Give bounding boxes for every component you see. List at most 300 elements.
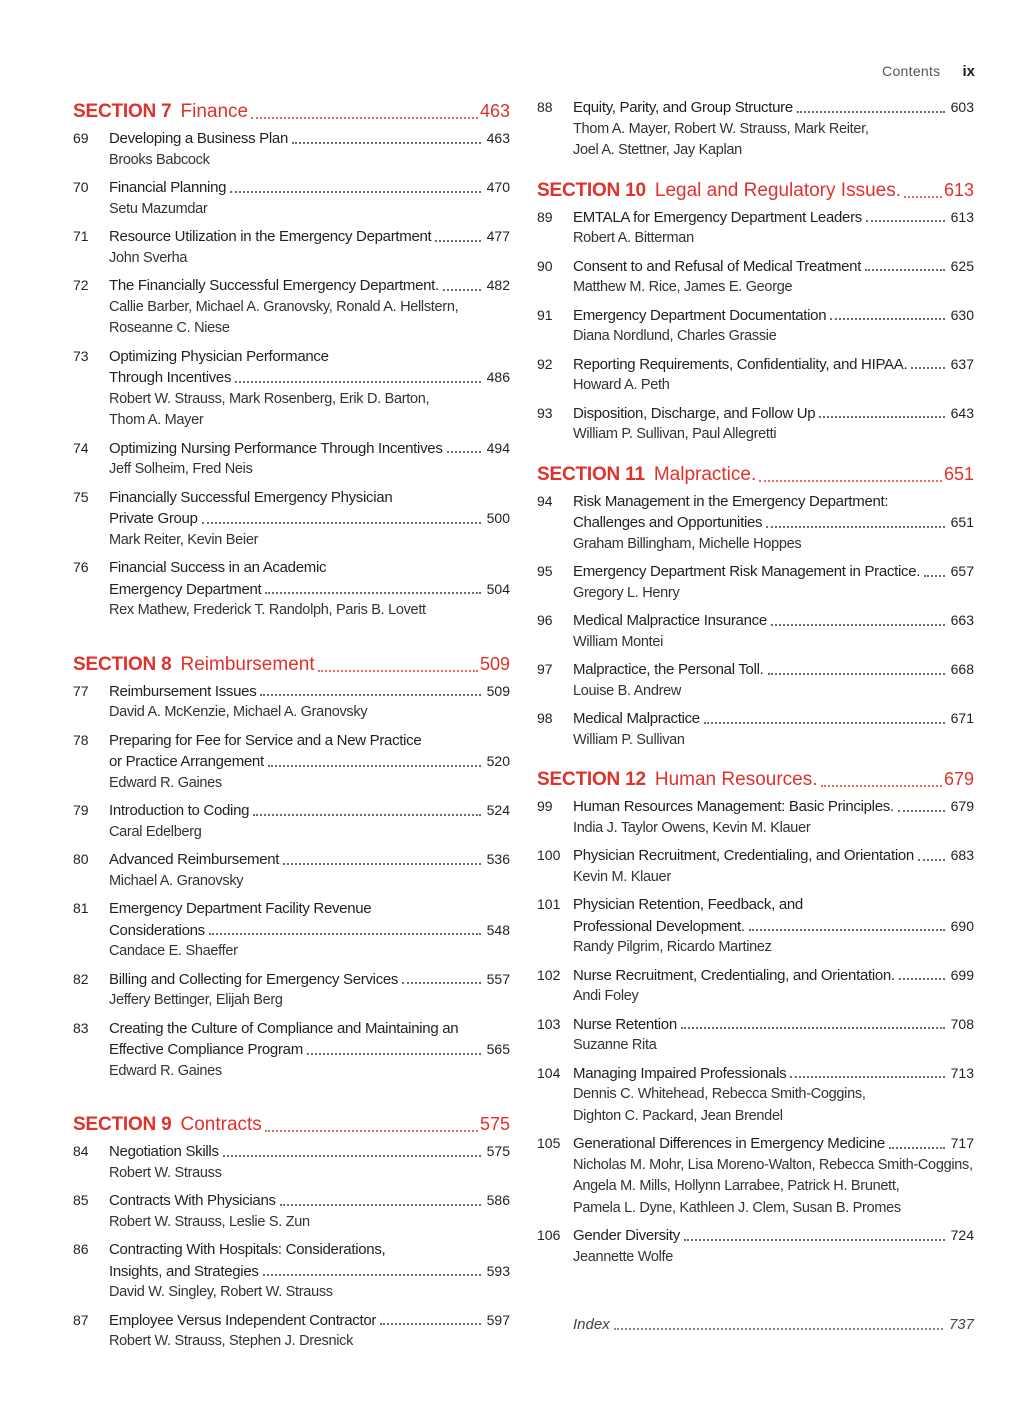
- chapter-title-line: [109, 1190, 510, 1212]
- chapter-title-line: [573, 659, 974, 681]
- chapter-title-line: [573, 305, 974, 327]
- chapter-title-line: [573, 708, 974, 730]
- chapter-title-line: [109, 367, 510, 389]
- leader-dots: [684, 1239, 945, 1241]
- chapter-body: [109, 969, 510, 1012]
- leader-dots: [889, 1147, 945, 1149]
- chapter-title-line: [573, 845, 974, 867]
- chapter-page: 643: [950, 404, 974, 421]
- chapter-entry[interactable]: [73, 1190, 510, 1233]
- leader-dots: [924, 575, 945, 577]
- chapter-page: 494: [486, 439, 510, 456]
- chapter-entry[interactable]: [73, 898, 510, 963]
- chapter-page: 536: [486, 851, 510, 867]
- chapter-title-line: [109, 275, 510, 297]
- chapter-page: 637: [950, 355, 974, 372]
- chapter-entry[interactable]: [73, 849, 510, 892]
- chapter-body: [573, 561, 974, 604]
- section-title: Contracts: [180, 1114, 262, 1135]
- chapter-number: 73: [73, 347, 89, 364]
- chapter-body: [109, 681, 510, 724]
- chapter-title: Reimbursement Issues: [109, 682, 257, 700]
- leader-dots: [899, 978, 945, 980]
- section-number: SECTION 9: [73, 1114, 172, 1135]
- chapter-page: 524: [486, 802, 510, 818]
- chapter-title: Through Incentives: [109, 369, 232, 386]
- chapter-title: Managing Impaired Professionals: [573, 1064, 787, 1082]
- leader-dots: [918, 859, 945, 861]
- chapter-number: 87: [73, 1311, 89, 1328]
- chapter-title: Private Group: [109, 510, 198, 527]
- chapter-authors: Nicholas M. Mohr, Lisa Moreno-Walton, Rebecca Smith-Coggins,: [573, 1156, 973, 1173]
- chapter-title: Generational Differences in Emergency Medicine: [573, 1135, 885, 1152]
- chapter-authors: Louise B. Andrew: [573, 682, 682, 699]
- chapter-title: Insights, and Strategies: [109, 1262, 259, 1280]
- chapter-page: 477: [486, 228, 510, 244]
- chapter-body: [573, 305, 974, 348]
- chapter-title: Financial Planning: [109, 179, 227, 196]
- section-gap: [73, 628, 510, 650]
- chapter-page: 565: [486, 1041, 510, 1057]
- chapter-number: 101: [537, 896, 561, 912]
- chapter-title-line: [573, 796, 974, 818]
- chapter-title: Optimizing Physician Performance: [109, 347, 329, 365]
- chapter-body: [573, 965, 974, 1008]
- chapter-entry[interactable]: [73, 128, 510, 171]
- chapter-authors: Thom A. Mayer, Robert W. Strauss, Mark Reiter,: [573, 120, 869, 137]
- leader-dots: [251, 117, 478, 119]
- chapter-body: [573, 1014, 974, 1057]
- chapter-title: Reporting Requirements, Confidentiality, and HIPAA.: [573, 355, 908, 373]
- chapter-authors: William P. Sullivan, Paul Allegretti: [573, 426, 777, 442]
- chapter-entry[interactable]: [537, 207, 974, 250]
- chapter-number: 95: [537, 563, 553, 579]
- section-heading[interactable]: [537, 460, 974, 489]
- chapter-page: 575: [486, 1143, 510, 1159]
- running-header-title: Contents: [882, 63, 941, 79]
- leader-dots: [759, 480, 942, 482]
- chapter-number: 86: [73, 1241, 89, 1257]
- chapter-page: 690: [950, 917, 974, 934]
- chapter-entry[interactable]: [537, 561, 974, 604]
- chapter-number: 92: [537, 355, 553, 372]
- chapter-authors: Caral Edelberg: [109, 823, 202, 840]
- chapter-page: 625: [950, 257, 974, 274]
- section-number: SECTION 7: [73, 101, 172, 122]
- leader-dots: [235, 381, 480, 383]
- chapter-number: 78: [73, 731, 89, 748]
- leader-dots: [202, 522, 481, 524]
- chapter-entry[interactable]: [537, 610, 974, 653]
- chapter-entry[interactable]: [537, 1225, 974, 1268]
- chapter-title: The Financially Successful Emergency Department.: [109, 277, 439, 294]
- chapter-number: 76: [73, 559, 89, 575]
- leader-dots: [749, 929, 945, 931]
- chapter-title-line: [109, 1141, 510, 1163]
- leader-dots: [380, 1323, 481, 1325]
- chapter-authors: Jeffery Bettinger, Elijah Berg: [109, 992, 283, 1008]
- chapter-title: Emergency Department Risk Management in Practice.: [573, 563, 921, 580]
- section-page: 509: [479, 653, 510, 674]
- chapter-title: Preparing for Fee for Service and a New Practice: [109, 731, 422, 749]
- chapter-page: 597: [486, 1311, 510, 1328]
- chapter-entry[interactable]: [73, 1018, 510, 1083]
- chapter-authors: Candace E. Shaeffer: [109, 943, 238, 959]
- index-page: 737: [948, 1316, 974, 1333]
- section-number: SECTION 10: [537, 179, 646, 201]
- chapter-body: [109, 275, 510, 340]
- chapter-body: [109, 346, 510, 432]
- chapter-authors: Randy Pilgrim, Ricardo Martinez: [573, 939, 772, 955]
- chapter-entry[interactable]: [537, 256, 974, 299]
- chapter-authors: Diana Nordlund, Charles Grassie: [573, 328, 777, 344]
- chapter-entry[interactable]: [537, 965, 974, 1008]
- chapter-authors: Matthew M. Rice, James E. George: [573, 279, 793, 295]
- leader-dots: [307, 1053, 481, 1055]
- chapter-title-line: [109, 438, 510, 460]
- chapter-title: EMTALA for Emergency Department Leaders: [573, 208, 862, 226]
- leader-dots: [435, 240, 480, 242]
- chapter-page: 668: [950, 661, 974, 677]
- chapter-body: [573, 1225, 974, 1268]
- chapter-authors: Robert W. Strauss, Mark Rosenberg, Erik D. Barton,: [109, 390, 430, 407]
- chapter-number: 98: [537, 710, 553, 726]
- leader-dots: [771, 624, 945, 626]
- chapter-title-line: [573, 256, 974, 278]
- chapter-title: Emergency Department: [109, 580, 262, 598]
- chapter-body: [109, 438, 510, 481]
- chapter-authors: Kevin M. Klauer: [573, 868, 671, 885]
- section-heading[interactable]: [73, 97, 510, 126]
- running-header: [882, 63, 975, 80]
- chapter-title: Optimizing Nursing Performance Through Incentives: [109, 439, 443, 457]
- chapter-title: Gender Diversity: [573, 1227, 680, 1244]
- section-title: Human Resources.: [654, 769, 818, 790]
- chapter-authors: Rex Mathew, Frederick T. Randolph, Paris B. Lovett: [109, 602, 426, 618]
- chapter-page: 603: [950, 99, 974, 115]
- chapter-title: Professional Development.: [573, 917, 745, 935]
- chapter-body: [109, 1310, 510, 1353]
- chapter-authors: William Montei: [573, 633, 664, 650]
- section-page: 575: [479, 1114, 510, 1134]
- chapter-entry[interactable]: [73, 1239, 510, 1304]
- chapter-body: [573, 207, 974, 250]
- chapter-title-line: [109, 226, 510, 248]
- leader-dots: [821, 785, 942, 787]
- chapter-page: 657: [950, 563, 974, 579]
- leader-dots: [830, 318, 944, 320]
- chapter-authors: Edward R. Gaines: [109, 774, 222, 791]
- section-title: Legal and Regulatory Issues.: [654, 179, 901, 201]
- chapter-title: Consent to and Refusal of Medical Treatment: [573, 257, 862, 275]
- section-gap: [73, 1088, 510, 1110]
- chapter-title-line: [109, 177, 510, 199]
- chapter-entry[interactable]: [73, 346, 510, 432]
- chapter-title: Nurse Recruitment, Credentialing, and Orientation.: [573, 966, 895, 984]
- chapter-page: 683: [950, 847, 974, 863]
- leader-dots: [865, 269, 945, 271]
- section-page: 463: [479, 101, 510, 121]
- leader-dots: [768, 673, 945, 675]
- chapter-title-line: [109, 579, 510, 601]
- chapter-entry[interactable]: [537, 354, 974, 397]
- chapter-title: Contracts With Physicians: [109, 1192, 276, 1209]
- chapter-entry[interactable]: [73, 177, 510, 220]
- leader-dots: [223, 1155, 481, 1157]
- chapter-title-line: [573, 354, 974, 376]
- chapter-entry[interactable]: [537, 1063, 974, 1128]
- leader-dots: [209, 933, 481, 935]
- chapter-entry[interactable]: [73, 438, 510, 481]
- leader-dots: [253, 814, 480, 816]
- chapter-entry[interactable]: [537, 1133, 974, 1219]
- chapter-page: 630: [950, 306, 974, 323]
- chapter-number: 84: [73, 1143, 89, 1159]
- section-number: SECTION 8: [73, 653, 172, 675]
- section-title: Malpractice.: [653, 463, 757, 485]
- chapter-page: 593: [486, 1262, 510, 1279]
- chapter-entry[interactable]: [537, 491, 974, 556]
- chapter-authors: Brooks Babcock: [109, 151, 210, 168]
- chapter-title: Financial Success in an Academic: [109, 559, 327, 576]
- leader-dots: [265, 592, 480, 594]
- chapter-number: 72: [73, 277, 89, 293]
- chapter-page: 482: [486, 277, 510, 293]
- chapter-title-line: [109, 751, 510, 773]
- chapter-title-line: [573, 916, 974, 938]
- chapter-authors: Mark Reiter, Kevin Beier: [109, 531, 259, 548]
- chapter-number: 80: [73, 851, 89, 867]
- chapter-body: [573, 97, 974, 162]
- leader-dots: [230, 191, 480, 193]
- chapter-page: 713: [950, 1064, 974, 1081]
- chapter-title: or Practice Arrangement: [109, 753, 264, 770]
- leader-dots: [280, 1204, 481, 1206]
- chapter-entry[interactable]: [537, 845, 974, 888]
- chapter-title-line: [573, 1063, 974, 1085]
- chapter-title-line: [109, 128, 510, 150]
- chapter-number: 71: [73, 228, 89, 244]
- chapter-entry[interactable]: [537, 403, 974, 446]
- chapter-entry[interactable]: [73, 275, 510, 340]
- chapter-title: Negotiation Skills: [109, 1143, 219, 1160]
- chapter-title-line: [573, 610, 974, 632]
- chapter-authors: Dennis C. Whitehead, Rebecca Smith-Coggins,: [573, 1086, 866, 1102]
- chapter-authors: Joel A. Stettner, Jay Kaplan: [573, 142, 742, 158]
- chapter-number: 106: [537, 1227, 561, 1243]
- contents-column-left: [73, 97, 510, 1359]
- chapter-entry[interactable]: [73, 487, 510, 552]
- chapter-body: [573, 354, 974, 397]
- chapter-title: Emergency Department Facility Revenue: [109, 900, 372, 917]
- chapter-title-line: [109, 849, 510, 871]
- chapter-entry[interactable]: [73, 969, 510, 1012]
- section-page: 651: [943, 463, 974, 484]
- chapter-entry[interactable]: [73, 226, 510, 269]
- chapter-body: [573, 1133, 974, 1219]
- chapter-authors: Gregory L. Henry: [573, 584, 680, 601]
- chapter-page: 470: [486, 179, 510, 195]
- index-label: Index: [573, 1316, 610, 1333]
- chapter-authors: Howard A. Peth: [573, 377, 670, 393]
- chapter-authors: David A. McKenzie, Michael A. Granovsky: [109, 704, 368, 720]
- chapter-entry[interactable]: [73, 1141, 510, 1184]
- chapter-authors: India J. Taylor Owens, Kevin M. Klauer: [573, 819, 811, 836]
- chapter-title-line: [109, 1261, 510, 1283]
- chapter-page: 613: [950, 208, 974, 225]
- chapter-body: [109, 1190, 510, 1233]
- chapter-number: 91: [537, 306, 553, 323]
- chapter-body: [109, 177, 510, 220]
- leader-dots: [283, 863, 480, 865]
- chapter-body: [109, 1018, 510, 1083]
- chapter-title: Contracting With Hospitals: Considerations,: [109, 1241, 386, 1258]
- chapter-number: 75: [73, 488, 89, 505]
- chapter-number: 70: [73, 179, 89, 195]
- chapter-entry[interactable]: [73, 800, 510, 843]
- chapter-page: 717: [950, 1135, 974, 1151]
- chapter-authors: Jeannette Wolfe: [573, 1248, 674, 1265]
- leader-dots: [911, 367, 944, 369]
- chapter-body: [109, 128, 510, 171]
- section-title: Reimbursement: [180, 653, 315, 675]
- chapter-number: 105: [537, 1135, 561, 1151]
- chapter-number: 69: [73, 130, 89, 146]
- chapter-page: 504: [486, 580, 510, 597]
- section-number: SECTION 12: [537, 769, 646, 790]
- chapter-entry[interactable]: [73, 1310, 510, 1353]
- chapter-authors: Jeff Solheim, Fred Neis: [109, 461, 253, 477]
- chapter-title: Disposition, Discharge, and Follow Up: [573, 404, 816, 422]
- right-sections: [537, 97, 974, 1268]
- chapter-entry[interactable]: [537, 659, 974, 702]
- chapter-authors: Edward R. Gaines: [109, 1062, 222, 1079]
- chapter-body: [573, 659, 974, 702]
- leader-dots: [681, 1027, 945, 1029]
- chapter-page: 520: [486, 753, 510, 769]
- chapter-title-line: [573, 561, 974, 583]
- chapter-entry[interactable]: [73, 557, 510, 622]
- chapter-entry[interactable]: [537, 97, 974, 162]
- chapter-authors: Thom A. Mayer: [109, 412, 204, 428]
- leader-dots: [797, 111, 945, 113]
- chapter-entry[interactable]: [73, 730, 510, 795]
- chapter-page: 699: [950, 966, 974, 983]
- chapter-title-line: [109, 681, 510, 703]
- leader-dots: [766, 526, 944, 528]
- chapter-page: 663: [950, 612, 974, 628]
- chapter-body: [573, 845, 974, 888]
- chapter-page: 586: [486, 1192, 510, 1208]
- chapter-title: Risk Management in the Emergency Department:: [573, 492, 889, 510]
- chapter-entry[interactable]: [537, 796, 974, 839]
- chapter-title: Advanced Reimbursement: [109, 851, 280, 868]
- leader-dots: [318, 670, 478, 672]
- section-number: SECTION 11: [537, 463, 645, 485]
- section-page: 613: [943, 179, 974, 200]
- leader-dots: [260, 694, 480, 696]
- section-heading[interactable]: [73, 1110, 510, 1139]
- chapter-title: Creating the Culture of Compliance and Maintaining an: [109, 1019, 459, 1037]
- chapter-authors: Andi Foley: [573, 988, 639, 1004]
- section-page: 679: [943, 769, 974, 789]
- leader-dots: [402, 982, 481, 984]
- chapter-body: [109, 849, 510, 892]
- chapter-body: [109, 1141, 510, 1184]
- chapter-body: [573, 403, 974, 446]
- chapter-body: [109, 800, 510, 843]
- chapter-title: Medical Malpractice: [573, 710, 700, 727]
- chapter-page: 463: [486, 130, 510, 146]
- section-heading[interactable]: [537, 176, 974, 205]
- section-heading[interactable]: [537, 765, 974, 794]
- chapter-title: Human Resources Management: Basic Principles.: [573, 798, 894, 815]
- chapter-authors: John Sverha: [109, 249, 188, 266]
- chapter-page: 557: [486, 970, 510, 987]
- chapter-number: 83: [73, 1019, 89, 1036]
- chapter-number: 103: [537, 1015, 561, 1032]
- leader-dots: [866, 220, 945, 222]
- chapter-title: Physician Retention, Feedback, and: [573, 896, 803, 913]
- chapter-number: 94: [537, 492, 553, 509]
- leader-dots: [263, 1274, 481, 1276]
- chapter-page: 486: [486, 369, 510, 385]
- chapter-authors: Angela M. Mills, Hollynn Larrabee, Patrick H. Brunett,: [573, 1178, 900, 1194]
- chapter-entry[interactable]: [537, 708, 974, 751]
- section-title: Finance: [180, 101, 249, 122]
- chapter-entry[interactable]: [537, 1014, 974, 1057]
- chapter-number: 90: [537, 257, 553, 274]
- chapter-number: 97: [537, 661, 553, 677]
- chapter-title: Billing and Collecting for Emergency Services: [109, 970, 399, 988]
- index-entry[interactable]: [573, 1314, 974, 1336]
- leader-dots: [614, 1328, 943, 1330]
- chapter-title-line: [109, 969, 510, 991]
- chapter-number: 104: [537, 1064, 561, 1081]
- chapter-page: 671: [950, 710, 974, 726]
- chapter-number: 99: [537, 798, 553, 814]
- contents-column-right: [537, 97, 974, 1336]
- chapter-number: 100: [537, 847, 561, 863]
- chapter-entry[interactable]: [537, 305, 974, 348]
- chapter-entry[interactable]: [537, 894, 974, 959]
- chapter-title: Resource Utilization in the Emergency Department: [109, 228, 432, 245]
- chapter-number: 93: [537, 404, 553, 421]
- page-number: ix: [962, 63, 975, 80]
- chapter-title-line: [573, 1133, 974, 1155]
- chapter-number: 89: [537, 208, 553, 225]
- chapter-body: [573, 610, 974, 653]
- chapter-title-line: [573, 512, 974, 534]
- chapter-title: Effective Compliance Program: [109, 1041, 303, 1058]
- chapter-title-line: [573, 207, 974, 229]
- chapter-body: [109, 226, 510, 269]
- chapter-body: [573, 708, 974, 751]
- section-heading[interactable]: [73, 650, 510, 679]
- chapter-authors: Suzanne Rita: [573, 1037, 657, 1053]
- chapter-authors: Dighton C. Packard, Jean Brendel: [573, 1107, 783, 1124]
- chapter-number: 96: [537, 612, 553, 628]
- chapter-title: Malpractice, the Personal Toll.: [573, 661, 764, 678]
- chapter-entry[interactable]: [73, 681, 510, 724]
- chapter-number: 74: [73, 439, 89, 456]
- chapter-number: 88: [537, 99, 553, 115]
- chapter-body: [573, 894, 974, 959]
- chapter-page: 500: [486, 510, 510, 526]
- chapter-body: [109, 898, 510, 963]
- chapter-number: 79: [73, 802, 89, 818]
- chapter-authors: Robert A. Bitterman: [573, 230, 694, 246]
